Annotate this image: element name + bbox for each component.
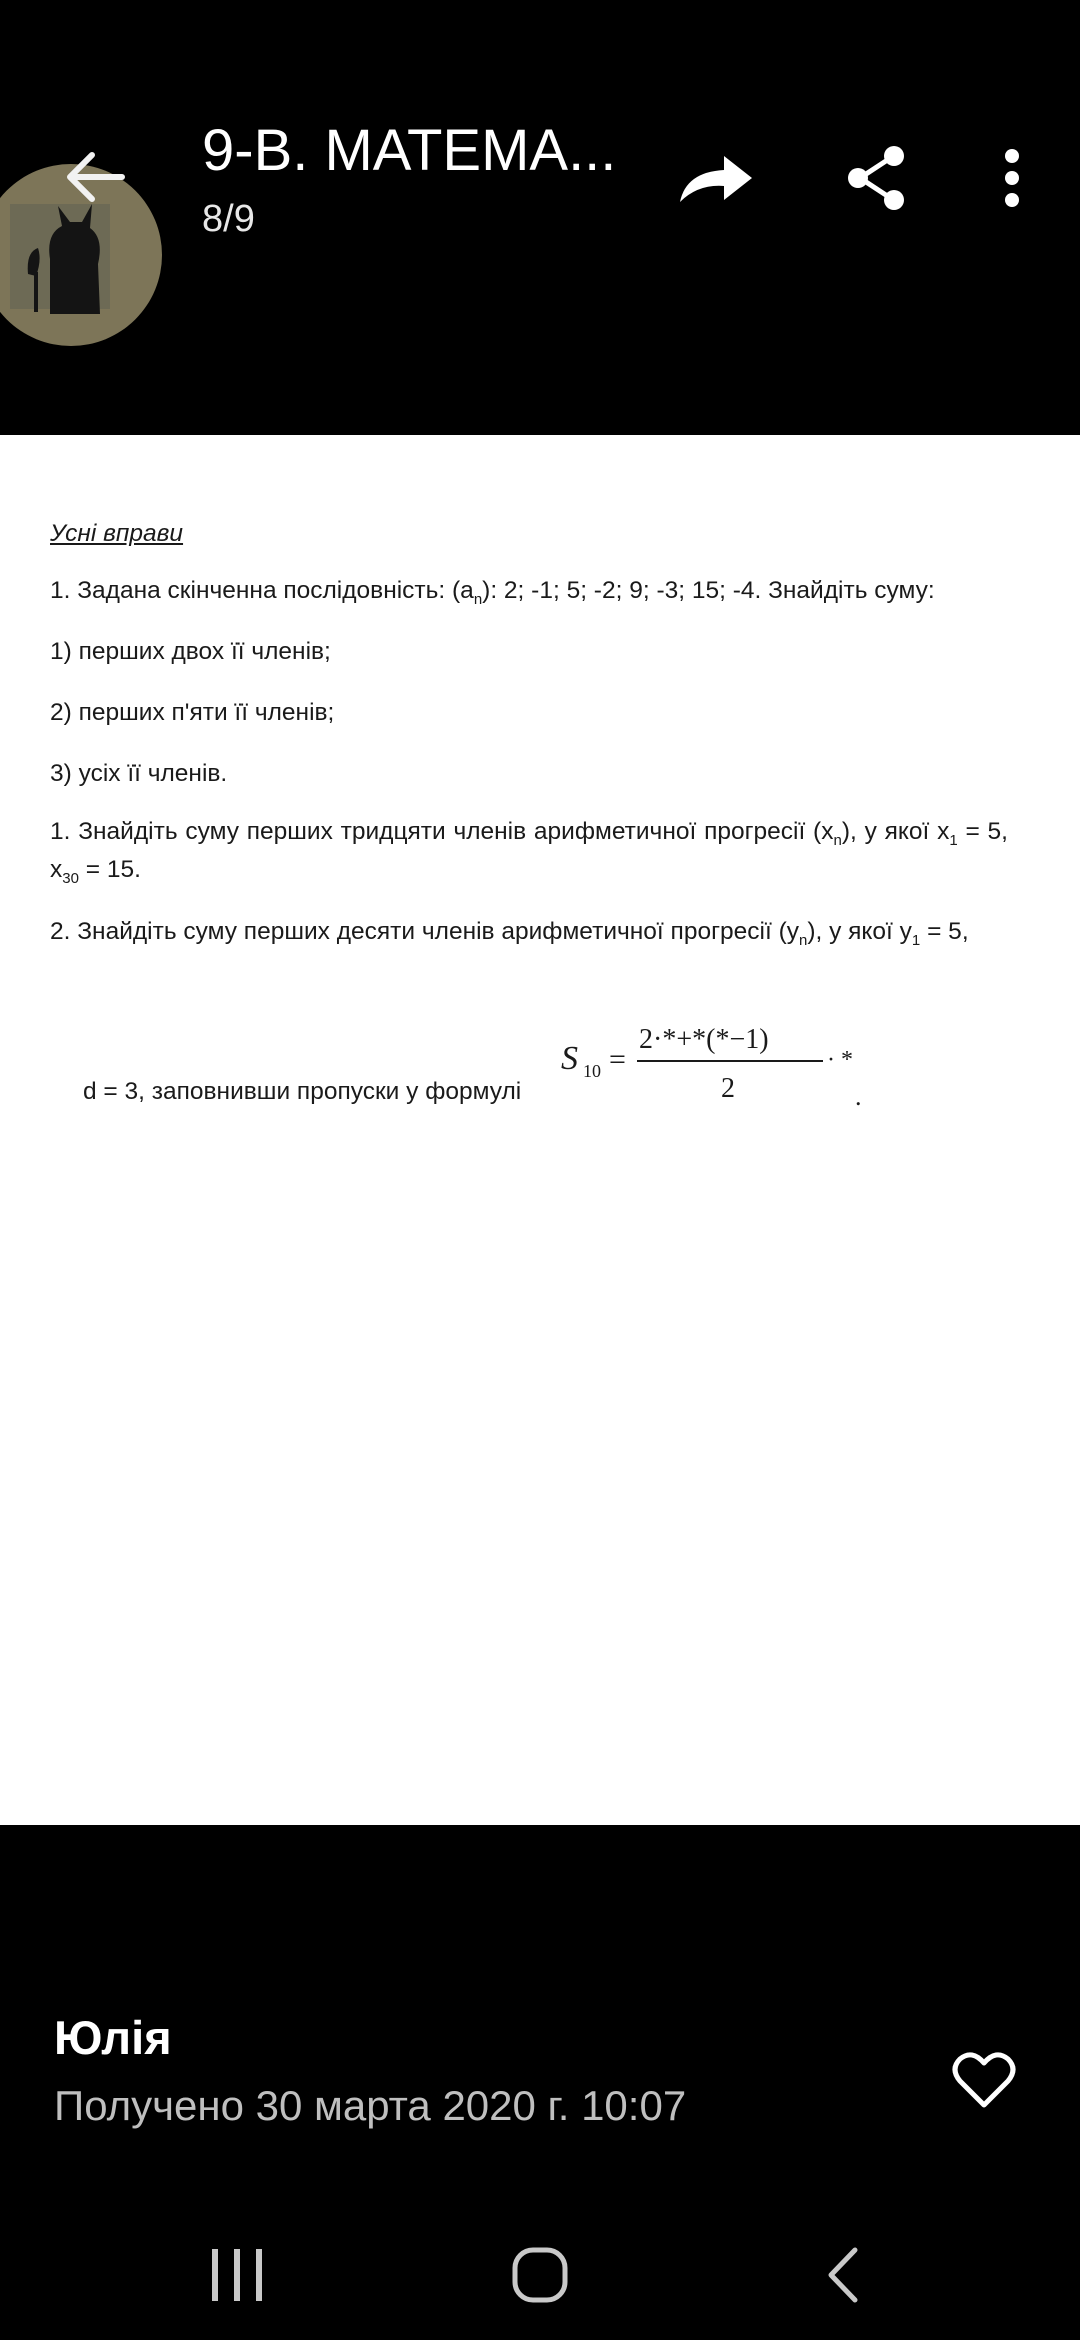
doc-heading: Усні вправи (50, 520, 184, 547)
sender-name: Юлія (54, 2011, 172, 2064)
formula-equals: = (609, 1043, 626, 1076)
formula-tail: · * (827, 1047, 853, 1073)
forward-button[interactable] (672, 134, 760, 222)
task-1-item-2: 2) перших п'яти її членів; (50, 699, 335, 726)
home-button[interactable] (480, 2230, 600, 2320)
formula-end: . (855, 1082, 862, 1111)
back-button[interactable] (52, 135, 136, 219)
recent-apps-button[interactable] (177, 2230, 297, 2320)
share-button[interactable] (832, 134, 920, 222)
sum-formula (555, 1005, 885, 1115)
chevron-left-icon (823, 2246, 863, 2304)
task-1-item-3: 3) усіх її членів. (50, 760, 228, 787)
received-timestamp: Получено 30 марта 2020 г. 10:07 (54, 2082, 687, 2129)
share-icon (844, 145, 908, 211)
arrow-left-icon (62, 149, 126, 205)
formula-lhs: S (561, 1040, 578, 1077)
top-bar (0, 0, 1080, 435)
formula-denominator: 2 (721, 1073, 735, 1104)
forward-arrow-icon (676, 148, 756, 208)
formula-lhs-subscript: 10 (583, 1061, 601, 1081)
system-back-button[interactable] (783, 2230, 903, 2320)
formula-numerator: 2·*+*(*−1) (639, 1024, 769, 1055)
more-options-button[interactable] (968, 134, 1056, 222)
document-image[interactable] (0, 435, 1080, 1825)
vertical-dots-icon (1002, 148, 1022, 208)
task-1: 1. Задана скінченна послідовність: $(a_n)$: 2; -1; 5; -2; 9; -3; 15; -4. Знайдіть суму: (50, 577, 935, 608)
image-counter: 8/9 (202, 198, 255, 240)
recent-apps-icon (210, 2247, 264, 2303)
heart-icon (952, 2051, 1016, 2109)
task-2: 1. Знайдіть суму перших тридцяти членів арифметичної прогресії $(x_n)$, у якої $x_1 = 5$, $x_{30} = 15$. (50, 818, 1008, 887)
task-3: 2. Знайдіть суму перших десяти членів арифметичної прогресії $(y_n)$, у якої $y_1 = 5$, (50, 918, 969, 949)
system-navigation-bar (0, 2210, 1080, 2340)
conversation-title: 9-В. МАТЕМА... (202, 118, 617, 183)
home-icon (511, 2246, 569, 2304)
task-1-item-1: 1) перших двох її членів; (50, 638, 331, 665)
like-button[interactable] (942, 2040, 1026, 2120)
task-3-continuation: d = 3, заповнивши пропуски у формулі (83, 1078, 522, 1105)
